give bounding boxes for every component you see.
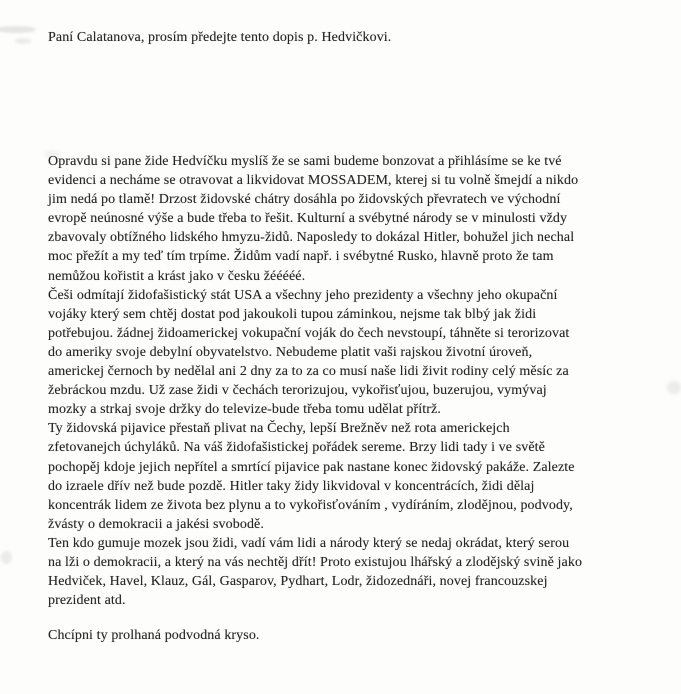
body-line: Opravdu si pane žide Hedvíčku myslíš že se sami budeme bonzovat a přihlásíme se ke tvé <box>48 154 562 169</box>
body-line: nemůžou kořistit a krást jako v česku žééééé. <box>48 268 306 284</box>
body-line: žebráckou mzdu. Už zase židi v čechách terorizujou, vykořisťujou, buzerujou, vymývaj <box>48 383 547 399</box>
body-line: moc přežít a my teď tím trpíme. Židům vadí např. i svébytné Rusko, hlavně proto že tam <box>48 249 554 265</box>
body-line: potřebujou. žádnej židoamerickej vokupační voják do čech nevstoupí, táhněte si terorizovat <box>48 325 570 341</box>
scan-artifact <box>15 38 31 44</box>
body-line: evidenci a necháme se otravovat a likvidovat MOSSADEM, kterej si tu volně šmejdí a nikdo <box>48 173 579 189</box>
body-line: mozky a strkaj svoje držky do televize-bude třeba tomu udělat přítrž. <box>48 402 441 418</box>
body-line: žvásty o demokracii a jakési svobodě. <box>48 516 264 532</box>
body-line: Hedviček, Havel, Klauz, Gál, Gasparov, Pydhart, Lodr, židozednáři, novej francouzskej <box>48 574 548 590</box>
body-line: do ameriky svoje debylní obyvatelstvo. Nebudeme platit vaši rajskou životní úroveň, <box>48 344 533 360</box>
body-line: Ten kdo gumuje mozek jsou židi, vadí vám lidi a národy který se nedaj okrádat, který serou <box>48 535 570 551</box>
body-line: jim nedá po tlamě! Drzost židovské chátry dosáhla po židovských převratech ve východní <box>48 192 561 208</box>
body-line: vojáky který sem chtěj dostat pod jakoukoli tupou záminkou, nejsme tak blbý jak židi <box>48 306 537 322</box>
body-line: americkej černoch by nedělal ani 2 dny za to za co musí naše lidi živit rodiny celý měsíc za <box>48 364 569 380</box>
body-line: Češi odmítají židofašistický stát USA a všechny jeho prezidenty a všechny jeho okupační <box>48 287 558 303</box>
body-line: prezident atd. <box>48 593 126 609</box>
body-line: evropě neúnosné výše a bude třeba to řešit. Kulturní a svébytné národy se v minulosti vždy <box>48 211 568 227</box>
body-line: na lži o demokracii, a který na vás nechtěj dřít! Proto existujou lhářský a zlodějský svině jako <box>48 554 583 570</box>
body-line: do izraele dřív než bude pozdě. Hitler taky židy likvidoval v koncentrácích, židi dělaj <box>48 478 535 494</box>
body-line: Ty židovská pijavice přestaň plivat na Čechy, lepší Brežněv než rota americkejch <box>48 421 510 437</box>
body-line: zbavovaly obtížného lidského hmyzu-židů. Naposledy to dokázal Hitler, bohužel jich nechal <box>48 230 575 246</box>
scan-artifact <box>0 26 36 33</box>
body-line: pochopěj kdoje jejich nepřítel a smrtící pijavice pak nastane konec židovský pakáže. Zalezte <box>48 459 575 475</box>
closing-line: Chcípni ty prolhaná podvodná kryso. <box>48 628 260 643</box>
body-line: koncentrák lidem ze života bez plynu a to vykořisťováním , vydíráním, zlodějnou, podvody, <box>48 497 573 513</box>
scan-artifact <box>1 551 12 564</box>
body-line: zfetovanejch úchyláků. Na váš židofašistickej pořádek sereme. Brzy lidi tady i ve světě <box>48 440 545 456</box>
greeting-line: Paní Calatanova, prosím předejte tento dopis p. Hedvičkovi. <box>48 30 392 45</box>
scan-artifact <box>667 381 681 394</box>
letter-body <box>48 152 582 610</box>
